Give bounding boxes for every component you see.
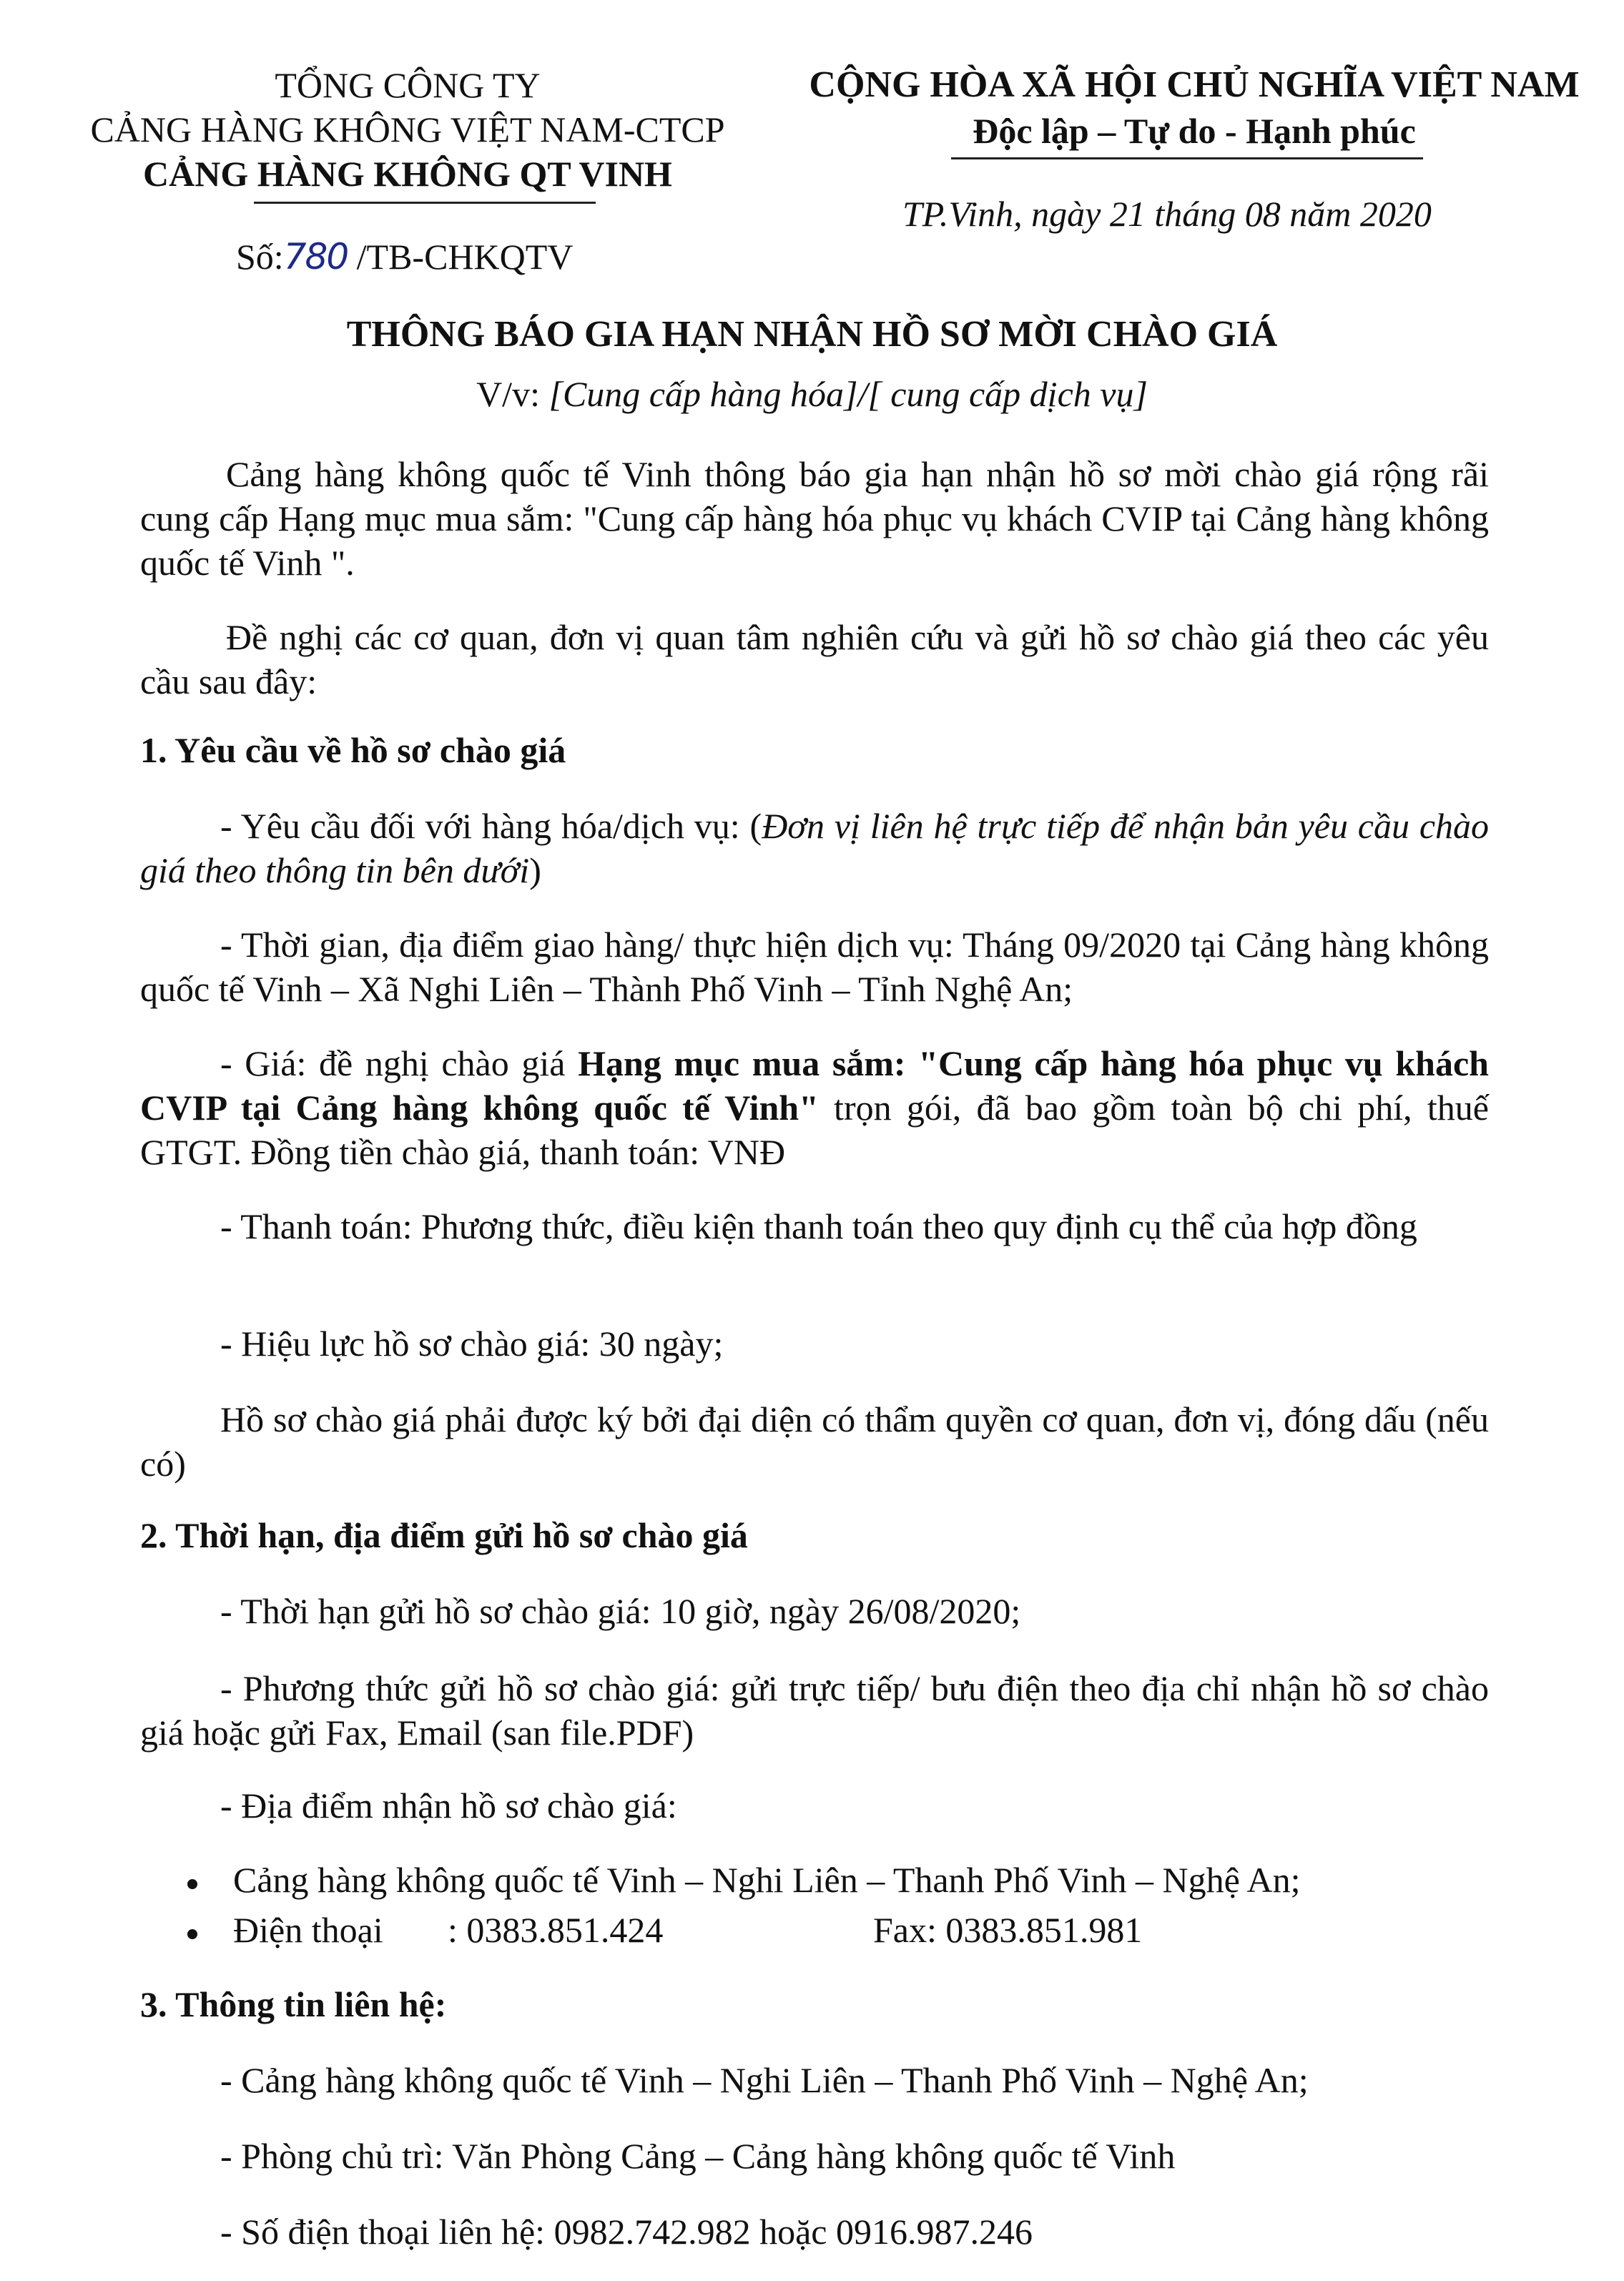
section-2-heading: 2. Thời hạn, địa điểm gửi hồ sơ chào giá	[140, 1515, 748, 1555]
motto-divider	[951, 157, 1423, 159]
submission-deadline: - Thời hạn gửi hồ sơ chào giá: 10 giờ, ngày 26/08/2020;	[220, 1591, 1021, 1631]
corporation-name: CẢNG HÀNG KHÔNG VIỆT NAM-CTCP	[90, 109, 725, 149]
receiving-location-label: - Địa điểm nhận hồ sơ chào giá:	[220, 1785, 677, 1826]
bullet-address-text: Cảng hàng không quốc tế Vinh – Nghi Liên – Thanh Phố Vinh – Nghệ An;	[233, 1860, 1301, 1900]
contact-address: - Cảng hàng không quốc tế Vinh – Nghi Liên – Thanh Phố Vinh – Nghệ An;	[220, 2060, 1309, 2100]
document-title: THÔNG BÁO GIA HẠN NHẬN HỒ SƠ MỜI CHÀO GIÁ	[346, 314, 1278, 355]
intro-paragraph: Cảng hàng không quốc tế Vinh thông báo gia hạn nhận hồ sơ mời chào giá rộng rãi cung cấp Hạng mục mua sắm: "Cung cấp hàng hóa phục vụ khách CVIP tại Cảng hàng không quốc tế Vinh ".	[140, 454, 1489, 583]
subject-prefix: V/v:	[476, 374, 549, 414]
bullet-dot-icon	[187, 1859, 233, 1901]
subject-text: [Cung cấp hàng hóa]/[ cung cấp dịch vụ]	[548, 374, 1148, 414]
goods-requirement-prefix: - Yêu cầu đối với hàng hóa/dịch vụ: (	[220, 806, 762, 846]
section-3-heading: 3. Thông tin liên hệ:	[140, 1984, 447, 2024]
organization-header	[50, 63, 765, 196]
document-number-handwritten: 780	[283, 236, 348, 277]
phone-label: Điện thoại	[233, 1910, 383, 1950]
document-number	[236, 236, 573, 277]
submission-method: - Phương thức gửi hồ sơ chào giá: gửi trực tiếp/ bưu điện theo địa chỉ nhận hồ sơ chào giá hoặc gửi Fax, Email (san file.PDF)	[140, 1668, 1489, 1753]
document-number-prefix: Số:	[236, 237, 284, 277]
price-terms-prefix: - Giá: đề nghị chào giá	[220, 1043, 579, 1083]
section-1-heading: 1. Yêu cầu về hồ sơ chào giá	[140, 730, 566, 770]
bullet-dot-icon	[187, 1909, 233, 1951]
payment-terms: - Thanh toán: Phương thức, điều kiện thanh toán theo quy định cụ thể của hợp đồng	[220, 1206, 1417, 1246]
parent-company: TỔNG CÔNG TY	[275, 65, 541, 105]
goods-requirement-note: Đơn vị liên hệ trực tiếp để nhận bản yêu cầu chào giá theo thông tin bên dưới	[140, 806, 1490, 890]
phone-value: : 0383.851.424	[448, 1910, 664, 1950]
header-left-divider	[254, 202, 596, 204]
bullet-contact	[187, 1909, 1142, 1951]
quote-validity: - Hiệu lực hồ sơ chào giá: 30 ngày;	[220, 1324, 724, 1364]
contact-phones: - Số điện thoại liên hệ: 0982.742.982 hoặc 0916.987.246	[220, 2212, 1033, 2252]
country-name: CỘNG HÒA XÃ HỘI CHỦ NGHĨA VIỆT NAM	[809, 64, 1580, 105]
price-terms-suffix: trọn gói, đã bao gồm toàn bộ chi phí, thuế GTGT. Đồng tiền chào giá, thanh toán: VNĐ	[140, 1088, 1489, 1172]
issue-date: TP.Vinh, ngày 21 tháng 08 năm 2020	[902, 194, 1432, 234]
fax-value: Fax: 0383.851.981	[873, 1910, 1143, 1950]
document-subject	[0, 373, 1624, 415]
signing-requirement: Hồ sơ chào giá phải được ký bởi đại diện có thẩm quyền cơ quan, đơn vị, đóng dấu (nếu có)	[140, 1399, 1489, 1484]
bullet-address	[187, 1859, 1301, 1901]
contact-office: - Phòng chủ trì: Văn Phòng Cảng – Cảng hàng không quốc tế Vinh	[220, 2136, 1176, 2176]
delivery-terms: - Thời gian, địa điểm giao hàng/ thực hiện dịch vụ: Tháng 09/2020 tại Cảng hàng không quốc tế Vinh – Xã Nghi Liên – Thành Phố Vinh – Tỉnh Nghệ An;	[140, 925, 1489, 1009]
goods-requirement-suffix: )	[529, 850, 541, 890]
goods-requirement	[140, 804, 1489, 892]
request-paragraph: Đề nghị các cơ quan, đơn vị quan tâm nghiên cứu và gửi hồ sơ chào giá theo các yêu cầu sau đây:	[140, 617, 1489, 701]
national-motto: Độc lập – Tự do - Hạnh phúc	[973, 111, 1416, 151]
price-terms	[140, 1041, 1489, 1174]
national-header	[772, 63, 1616, 154]
issuing-unit: CẢNG HÀNG KHÔNG QT VINH	[143, 154, 672, 194]
document-number-suffix: /TB-CHKQTV	[356, 237, 574, 277]
price-terms-item: Hạng mục mua sắm: "Cung cấp hàng hóa phục vụ khách CVIP tại Cảng hàng không quốc tế Vinh"	[140, 1043, 1489, 1128]
